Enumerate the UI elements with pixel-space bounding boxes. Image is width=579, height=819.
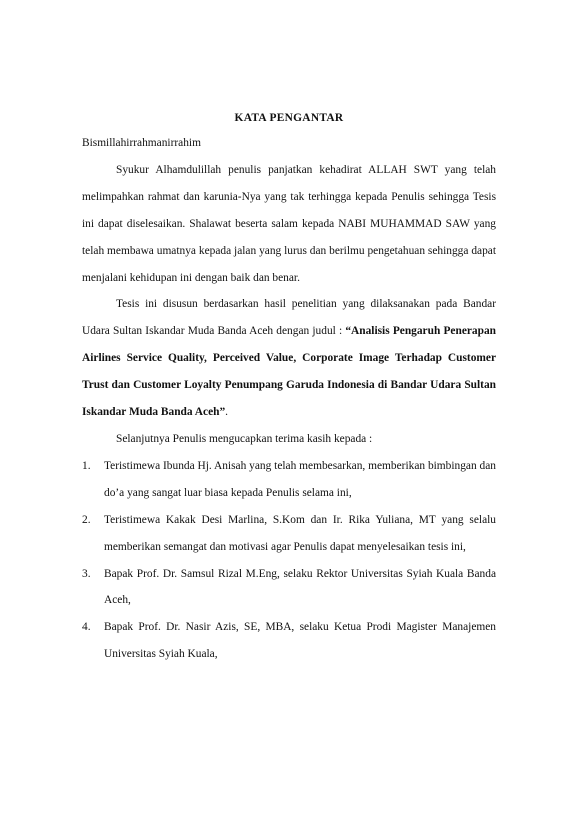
list-item [82,614,496,668]
list-item-text: Bapak Prof. Dr. Samsul Rizal M.Eng, selaku Rektor Universitas Syiah Kuala Banda Aceh, [104,567,496,607]
thesis-basis-end: . [225,406,229,419]
list-item [82,453,496,507]
acknowledgement-list [82,453,496,668]
page-content [82,108,496,668]
list-item [82,507,496,561]
list-item-number: 1. [82,459,91,472]
opening-line: Bismillahirrahmanirrahim [82,137,201,149]
paragraph-gratitude: Syukur Alhamdulillah penulis panjatkan kehadirat ALLAH SWT yang telah melimpahkan rahmat dan karunia-Nya yang tak terhingga kepada Penulis sehingga Tesis ini dapat diselesaikan. Shalawat beserta salam kepada NABI MUHAMMAD SAW yang telah membawa umatnya kepada jalan yang lurus dan berilmu pengetahuan sehingga dapat menjalani kehidupan ini dengan baik dan benar. [82,163,496,284]
list-item-number: 3. [82,567,91,580]
page-title: KATA PENGANTAR [234,112,344,124]
paragraph-thanks-intro: Selanjutnya Penulis mengucapkan terima kasih kepada : [116,432,373,445]
list-item [82,561,496,615]
thesis-title: “Analisis Pengaruh Penerapan Airlines Service Quality, Perceived Value, Corporate Image Terhadap Customer Trust dan Customer Loyalty Penumpang Garuda Indonesia di Bandar Udara Sultan Iskandar Muda Banda Aceh” [82,325,496,419]
list-item-text: Teristimewa Ibunda Hj. Anisah yang telah membesarkan, memberikan bimbingan dan do’a yang sangat luar biasa kepada Penulis selama ini, [104,459,496,499]
list-item-number: 2. [82,513,91,526]
thesis-basis-intro: Tesis ini disusun berdasarkan hasil penelitian yang dilaksanakan pada Bandar Udara Sultan Iskandar Muda Banda Aceh dengan judul : [82,298,496,338]
list-item-text: Teristimewa Kakak Desi Marlina, S.Kom dan Ir. Rika Yuliana, MT yang selalu memberikan semangat dan motivasi agar Penulis dapat menyelesaikan tesis ini, [104,513,496,553]
paragraph-thesis-basis [82,291,496,426]
list-item-text: Bapak Prof. Dr. Nasir Azis, SE, MBA, selaku Ketua Prodi Magister Manajemen Universitas Syiah Kuala, [104,621,496,661]
list-item-number: 4. [82,621,91,634]
